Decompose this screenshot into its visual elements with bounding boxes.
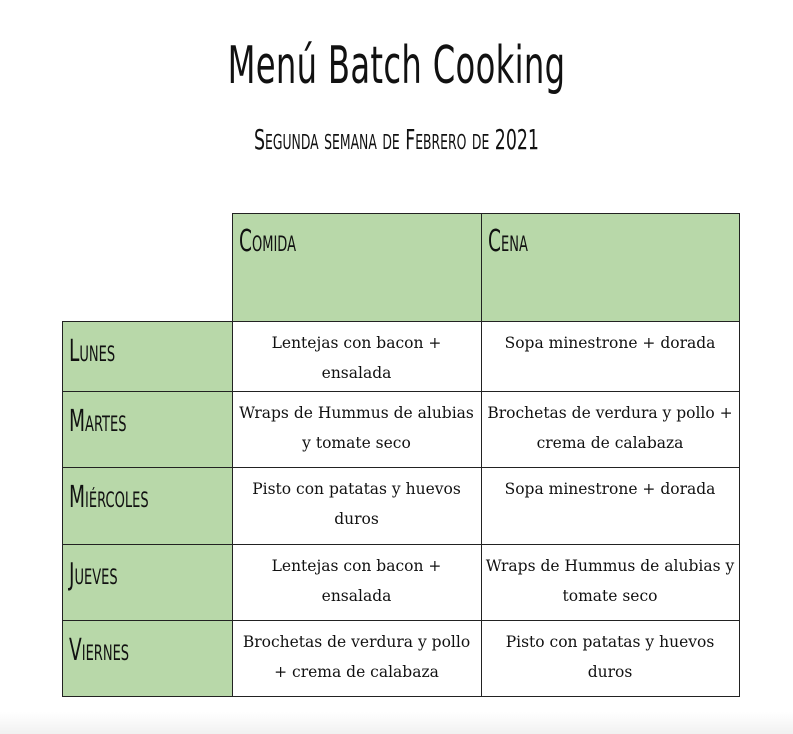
table-row [63,322,740,392]
row-header-day: Miércoles [63,468,233,545]
page-title: Menú Batch Cooking [227,36,566,96]
table-corner [63,214,233,322]
bottom-shadow [0,712,793,734]
page-subtitle: Segunda semana de Febrero de 2021 [254,123,539,156]
cena-cell: Wraps de Hummus de alubias y tomate seco [481,545,739,621]
row-header-day: Lunes [63,322,233,392]
row-header-day: Viernes [63,621,233,697]
cena-cell: Sopa minestrone + dorada [481,322,739,392]
table-header-row [63,214,740,322]
comida-cell: Brochetas de verdura y pollo + crema de calabaza [232,621,481,697]
cena-cell: Brochetas de verdura y pollo + crema de calabaza [481,392,739,468]
table-row [63,468,740,545]
comida-cell: Wraps de Hummus de alubias y tomate seco [232,392,481,468]
cena-cell: Pisto con patatas y huevos duros [481,621,739,697]
table-row [63,545,740,621]
comida-cell: Pisto con patatas y huevos duros [232,468,481,545]
menu-table [62,213,740,697]
cena-cell: Sopa minestrone + dorada [481,468,739,545]
comida-cell: Lentejas con bacon + ensalada [232,545,481,621]
table-row [63,621,740,697]
comida-cell: Lentejas con bacon + ensalada [232,322,481,392]
row-header-day: Jueves [63,545,233,621]
table-row [63,392,740,468]
column-header-comida: Comida [232,214,481,322]
row-header-day: Martes [63,392,233,468]
column-header-cena: Cena [481,214,739,322]
